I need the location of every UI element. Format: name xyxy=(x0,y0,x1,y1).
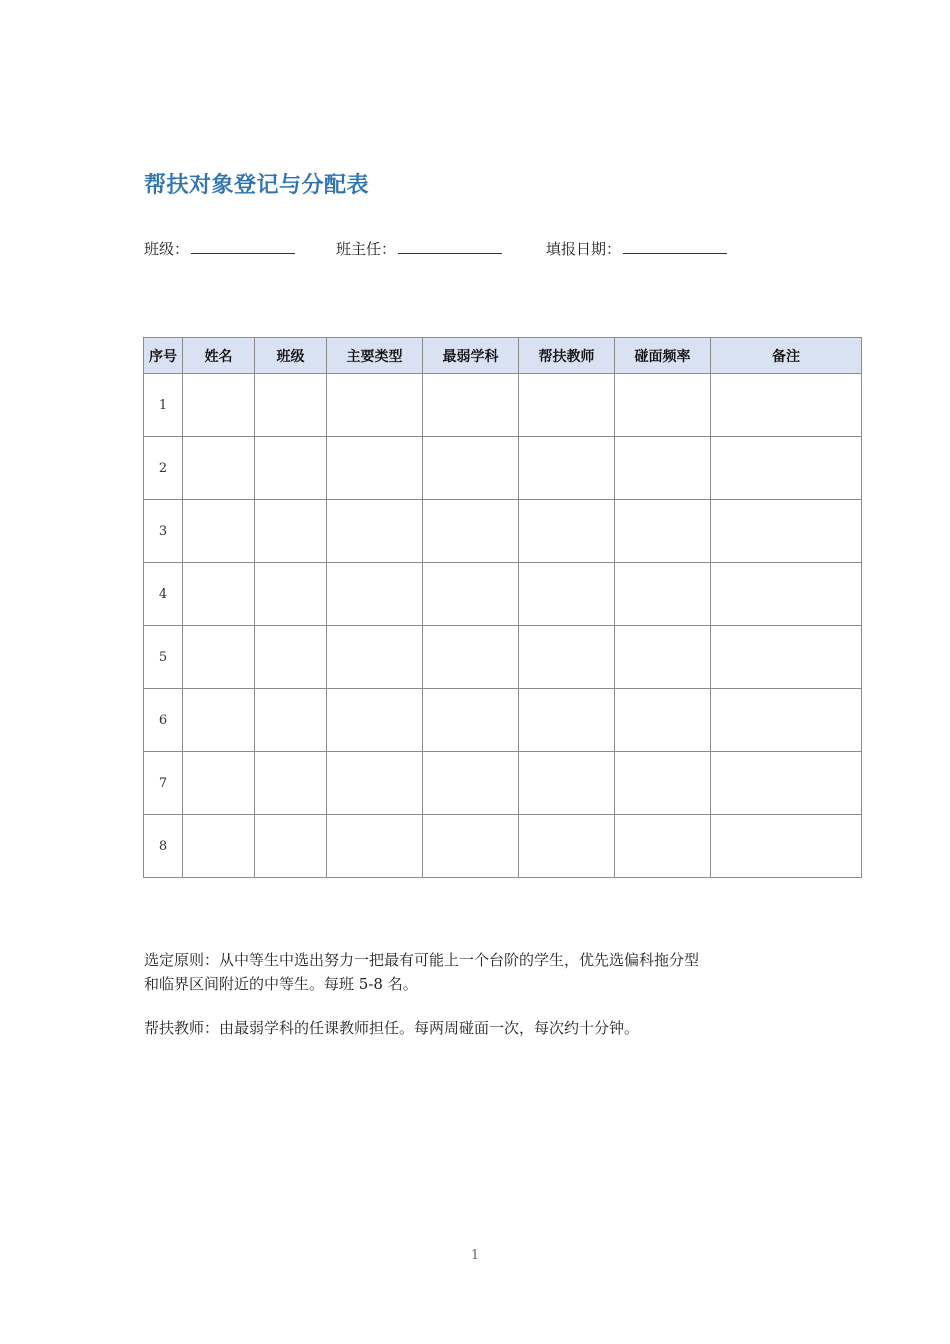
cell-class[interactable] xyxy=(255,500,327,563)
notes-section xyxy=(144,948,824,1060)
cell-weakest-subject[interactable] xyxy=(423,689,519,752)
cell-main-type[interactable] xyxy=(327,626,423,689)
header-weakest-subject: 最弱学科 xyxy=(423,338,519,374)
registration-table xyxy=(143,337,862,878)
table-row xyxy=(144,500,862,563)
cell-name[interactable] xyxy=(183,374,255,437)
table-row xyxy=(144,689,862,752)
cell-weakest-subject[interactable] xyxy=(423,563,519,626)
cell-name[interactable] xyxy=(183,815,255,878)
class-blank-line[interactable] xyxy=(191,239,295,254)
cell-remarks[interactable] xyxy=(711,815,862,878)
table-row xyxy=(144,374,862,437)
cell-assist-teacher[interactable] xyxy=(519,752,615,815)
table-row xyxy=(144,752,862,815)
row-index: 5 xyxy=(144,626,183,689)
cell-main-type[interactable] xyxy=(327,752,423,815)
cell-meeting-frequency[interactable] xyxy=(615,437,711,500)
cell-meeting-frequency[interactable] xyxy=(615,752,711,815)
cell-name[interactable] xyxy=(183,752,255,815)
cell-name[interactable] xyxy=(183,500,255,563)
cell-remarks[interactable] xyxy=(711,626,862,689)
cell-meeting-frequency[interactable] xyxy=(615,500,711,563)
cell-class[interactable] xyxy=(255,563,327,626)
cell-meeting-frequency[interactable] xyxy=(615,563,711,626)
selection-principle xyxy=(144,948,824,996)
cell-name[interactable] xyxy=(183,563,255,626)
cell-remarks[interactable] xyxy=(711,500,862,563)
form-header-fields xyxy=(144,238,844,260)
date-label: 填报日期： xyxy=(546,240,622,258)
cell-remarks[interactable] xyxy=(711,752,862,815)
cell-class[interactable] xyxy=(255,626,327,689)
selection-principle-line-1: 选定原则：从中等生中选出努力一把最有可能上一个台阶的学生，优先选偏科拖分型 xyxy=(144,951,700,969)
header-name: 姓名 xyxy=(183,338,255,374)
cell-name[interactable] xyxy=(183,437,255,500)
cell-main-type[interactable] xyxy=(327,437,423,500)
cell-weakest-subject[interactable] xyxy=(423,500,519,563)
header-meeting-frequency: 碰面频率 xyxy=(615,338,711,374)
cell-main-type[interactable] xyxy=(327,374,423,437)
headteacher-blank-line[interactable] xyxy=(398,239,502,254)
row-index: 2 xyxy=(144,437,183,500)
row-index: 8 xyxy=(144,815,183,878)
table-row xyxy=(144,815,862,878)
row-index: 6 xyxy=(144,689,183,752)
cell-weakest-subject[interactable] xyxy=(423,752,519,815)
row-index: 1 xyxy=(144,374,183,437)
assist-teacher-rule: 帮扶教师：由最弱学科的任课教师担任。每两周碰面一次，每次约十分钟。 xyxy=(144,1019,640,1037)
cell-remarks[interactable] xyxy=(711,374,862,437)
cell-assist-teacher[interactable] xyxy=(519,563,615,626)
row-index: 4 xyxy=(144,563,183,626)
cell-main-type[interactable] xyxy=(327,689,423,752)
date-blank-line[interactable] xyxy=(623,239,727,254)
cell-main-type[interactable] xyxy=(327,563,423,626)
document-title: 帮扶对象登记与分配表 xyxy=(144,173,370,198)
header-remarks: 备注 xyxy=(711,338,862,374)
table-header-row xyxy=(144,338,862,374)
cell-class[interactable] xyxy=(255,374,327,437)
cell-class[interactable] xyxy=(255,689,327,752)
cell-assist-teacher[interactable] xyxy=(519,374,615,437)
class-label: 班级： xyxy=(144,240,190,258)
cell-meeting-frequency[interactable] xyxy=(615,626,711,689)
table-row xyxy=(144,626,862,689)
page-number: 1 xyxy=(470,1248,480,1263)
cell-main-type[interactable] xyxy=(327,500,423,563)
cell-class[interactable] xyxy=(255,815,327,878)
class-field xyxy=(144,238,295,259)
table-row xyxy=(144,563,862,626)
cell-main-type[interactable] xyxy=(327,815,423,878)
cell-class[interactable] xyxy=(255,437,327,500)
cell-name[interactable] xyxy=(183,689,255,752)
cell-remarks[interactable] xyxy=(711,689,862,752)
header-main-type: 主要类型 xyxy=(327,338,423,374)
header-index: 序号 xyxy=(144,338,183,374)
cell-assist-teacher[interactable] xyxy=(519,815,615,878)
date-field xyxy=(546,238,727,259)
cell-remarks[interactable] xyxy=(711,437,862,500)
headteacher-label: 班主任： xyxy=(336,240,397,258)
headteacher-field xyxy=(336,238,502,259)
cell-meeting-frequency[interactable] xyxy=(615,815,711,878)
header-class: 班级 xyxy=(255,338,327,374)
cell-class[interactable] xyxy=(255,752,327,815)
header-assist-teacher: 帮扶教师 xyxy=(519,338,615,374)
cell-weakest-subject[interactable] xyxy=(423,815,519,878)
cell-weakest-subject[interactable] xyxy=(423,374,519,437)
cell-weakest-subject[interactable] xyxy=(423,626,519,689)
cell-name[interactable] xyxy=(183,626,255,689)
cell-assist-teacher[interactable] xyxy=(519,626,615,689)
cell-weakest-subject[interactable] xyxy=(423,437,519,500)
table-row xyxy=(144,437,862,500)
cell-meeting-frequency[interactable] xyxy=(615,374,711,437)
cell-assist-teacher[interactable] xyxy=(519,500,615,563)
cell-assist-teacher[interactable] xyxy=(519,689,615,752)
selection-principle-line-2: 和临界区间附近的中等生。每班 5-8 名。 xyxy=(144,975,418,993)
cell-assist-teacher[interactable] xyxy=(519,437,615,500)
row-index: 3 xyxy=(144,500,183,563)
cell-meeting-frequency[interactable] xyxy=(615,689,711,752)
cell-remarks[interactable] xyxy=(711,563,862,626)
row-index: 7 xyxy=(144,752,183,815)
